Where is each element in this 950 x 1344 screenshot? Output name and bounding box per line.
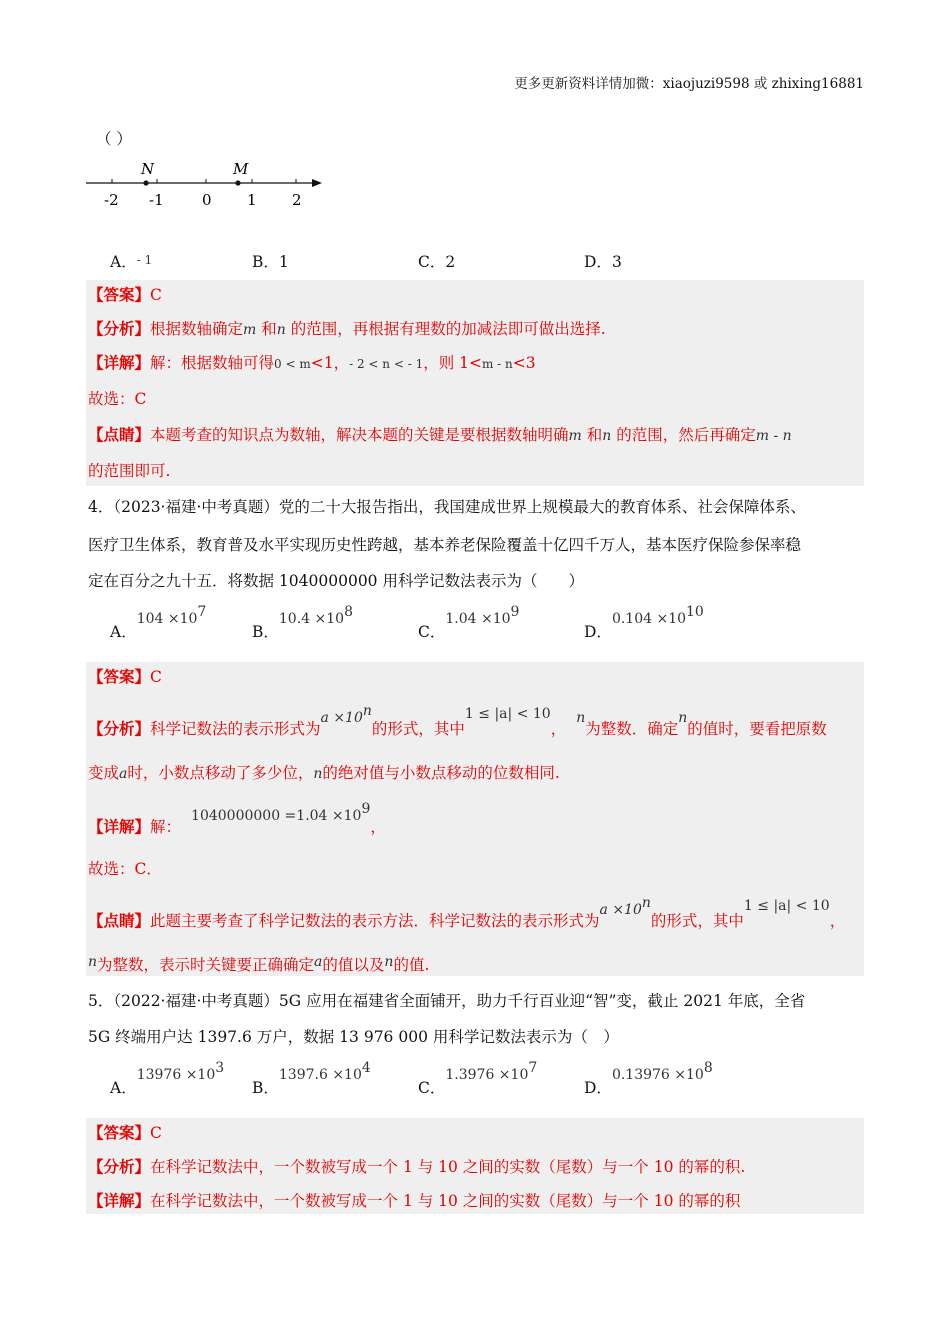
question-5-line2: 5G 终端用户达 1397.6 万户，数据 13 976 000 用科学记数法表示为（ ） [88,1028,619,1046]
tick-label-1: 1 [247,191,257,209]
label-n: N [141,160,155,178]
detail-q4: 【详解】解：$1040000000 =1.04 \times 10^9$， [88,801,386,836]
tick-label-0: 0 [202,191,212,209]
number-line [84,152,334,212]
answer-q3: 【答案】C [88,285,162,304]
detail-q3: 【详解】解：根据数轴可得0 < m<1，- 2 < n < - 1，则 1<m - n<3 [88,353,536,372]
analysis-q4: 【分析】科学记数法的表示形式为$a \times 10^n$的形式，其中1 ≤ |a| < 10，n为整数．确定n的值时，要看把原数 [88,703,827,738]
option-d: D．$0.13976 \times 10^8$ [584,1060,713,1097]
tick-label-minus2: -2 [104,191,119,209]
option-d: D．3 [584,253,622,271]
label-m: M [233,160,249,178]
choose-q3: 故选：C [88,390,147,408]
option-c: C．$1.3976 \times 10^7$ [418,1060,538,1097]
point-m [235,180,240,185]
question-5-line1: 5．（2022·福建·中考真题）5G 应用在福建省全面铺开，助力千行百业迎“智”变，截止 2021 年底，全省 [88,992,806,1010]
question-4-line2: 医疗卫生体系，教育普及水平实现历史性跨越，基本养老保险覆盖十亿四千万人，基本医疗保险参保率稳 [88,536,802,554]
option-c: C．$1.04 \times 10^9$ [418,604,520,641]
option-d: D．$0.104 \times 10^{10}$ [584,604,704,641]
option-b: B．$10.4 \times 10^8$ [252,604,353,641]
question-4-line1: 4．（2023·福建·中考真题）党的二十大报告指出，我国建成世界上规模最大的教育体系、社会保障体系、 [88,498,806,516]
comment-q3: 【点睛】本题考查的知识点为数轴，解决本题的关键是要根据数轴明确m 和n 的范围，然后再确定m - n [88,425,792,444]
comment-q4: 【点睛】此题主要考查了科学记数法的表示方法．科学记数法的表示形式为$a \times 10^n$的形式，其中1 ≤ |a| < 10， [88,895,846,930]
option-a: A．- 1 [110,253,153,271]
option-b: B．$1397.6 \times 10^4$ [252,1060,371,1097]
page-header: 更多更新资料详情加微：xiaojuzi9598 或 zhixing16881 [514,76,864,92]
number-line-arrow [312,179,322,187]
analysis-q5: 【分析】在科学记数法中，一个数被写成一个 1 与 10 之间的实数（尾数）与一个 10 的幂的积. [88,1157,746,1176]
option-b: B．1 [252,253,289,271]
answer-q4: 【答案】C [88,667,162,686]
solution-box-q3 [86,280,864,486]
comment-q3-line2: 的范围即可. [88,462,171,480]
option-a: A．$104 \times 10^7$ [110,604,207,641]
tick-label-2: 2 [292,191,302,209]
option-c: C．2 [418,253,456,271]
analysis-q4-line2: 变成a时，小数点移动了多少位，n的绝对值与小数点移动的位数相同. [88,764,560,782]
question-paren: （ ） [96,130,132,148]
comment-q4-line2: n为整数，表示时关键要正确确定a的值以及n的值. [88,954,430,974]
choose-q4: 故选：C． [88,860,162,878]
answer-q5: 【答案】C [88,1123,162,1142]
question-4-line3: 定在百分之九十五．将数据 1040000000 用科学记数法表示为（ ） [88,572,584,590]
detail-q5: 【详解】在科学记数法中，一个数被写成一个 1 与 10 之间的实数（尾数）与一个 10 的幂的积 [88,1191,741,1210]
analysis-q3: 【分析】根据数轴确定m 和n 的范围，再根据有理数的加减法即可做出选择. [88,319,606,338]
option-a: A．$13976 \times 10^3$ [110,1060,225,1097]
point-n [143,180,148,185]
tick-label-minus1: -1 [149,191,164,209]
